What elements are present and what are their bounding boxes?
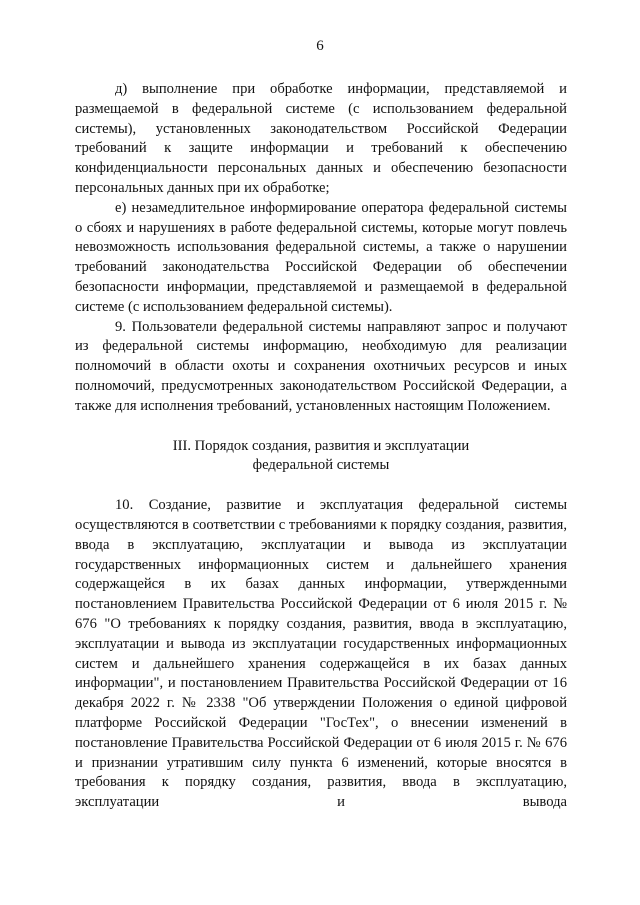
section-heading-line-1: III. Порядок создания, развития и эксплуатации bbox=[172, 437, 470, 454]
paragraph-9: 9. Пользователи федеральной системы направляют запрос и получают из федеральной системы информацию, необходимую для реализации полномочий в области охоты и сохранения охотничьих ресурсов и иных полномочий, предусмотренных законодательством Российской Федерации, а также для исполнения требований, установленных настоящим Положением. bbox=[75, 318, 567, 414]
paragraph-e: е) незамедлительное информирование оператора федеральной системы о сбоях и нарушениях в работе федеральной системы, которые могут повлечь невозможность использования федеральной системы, а также о нарушении требований законодательства Российской Федерации об обеспечении безопасности информации, представляемой и размещаемой в федеральной системе (с использованием федеральной системы). bbox=[75, 199, 567, 315]
paragraph-d: д) выполнение при обработке информации, представляемой и размещаемой в федеральной системе (с использованием федеральной системы), установленных законодательством Российской Федерации требований к защите информации и требований к обеспечению конфиденциальности персональных данных и обеспечению безопасности персональных данных при их обработке; bbox=[75, 81, 567, 196]
document-body bbox=[75, 80, 567, 813]
section-heading-line-2: федеральной системы bbox=[252, 457, 390, 474]
page-number: 6 bbox=[316, 38, 324, 54]
paragraph-10: 10. Создание, развитие и эксплуатация федеральной системы осуществляются в соответствии с требованиями к порядку создания, развития, ввода в эксплуатацию, эксплуатации и вывода из эксплуатации государственных информационных систем и дальнейшего хранения содержащейся в их базах данных информации, утвержденными постановлением Правительства Российской Федерации от 6 июля 2015 г. № 676 "О требованиях к порядку создания, развития, ввода в эксплуатацию, эксплуатации и вывода из эксплуатации государственных информационных систем и дальнейшего хранения содержащейся в их базах данных информации", и постановлением Правительства Российской Федерации от 16 декабря 2022 г. № 2338 "Об утверждении Положения о единой цифровой платформе Российской Федерации "ГосТех", о внесении изменений в постановление Правительства Российской Федерации от 6 июля 2015 г. № 676 и признании утратившим силу пункта 6 изменений, которые вносятся в требования к порядку создания, развития, ввода в эксплуатацию, эксплуатации и вывода bbox=[75, 497, 567, 811]
section-heading bbox=[75, 437, 567, 477]
